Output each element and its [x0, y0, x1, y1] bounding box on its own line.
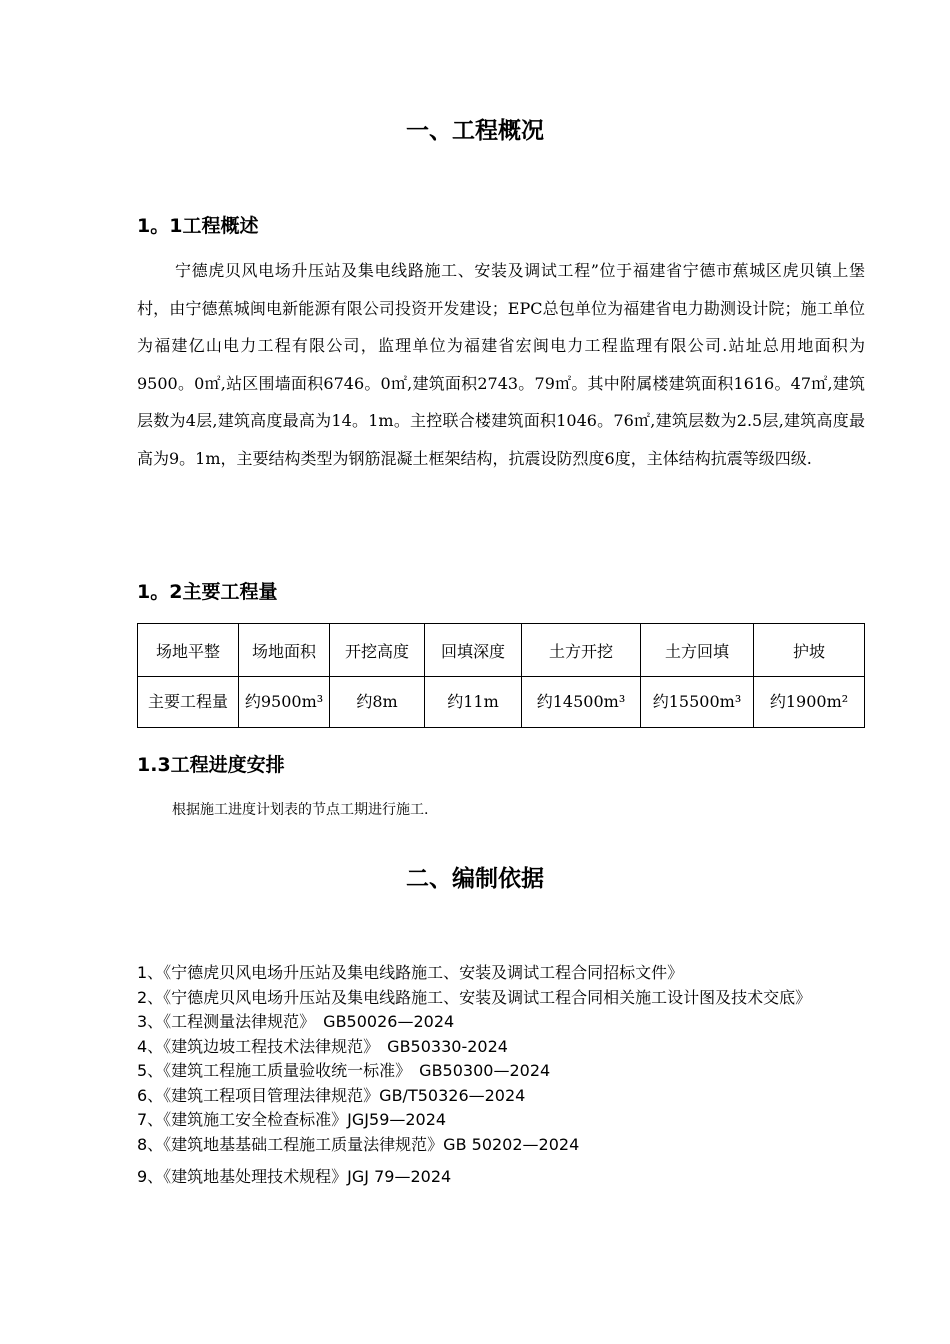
table-cell: 约14500m³ — [522, 677, 641, 728]
section-title-basis: 二、编制依据 — [406, 866, 544, 892]
table-header-cell: 场地平整 — [138, 624, 239, 677]
section-title-overview: 一、工程概况 — [406, 118, 544, 144]
list-item: 3、《工程测量法律规范》 GB50026—2024 — [137, 1012, 455, 1031]
overview-paragraph — [137, 252, 865, 477]
list-item: 1、《宁德虎贝风电场升压站及集电线路施工、安装及调试工程合同招标文件》 — [137, 963, 684, 982]
heading-1-3: 1.3工程进度安排 — [137, 754, 285, 776]
table-cell: 约8m — [330, 677, 425, 728]
table-header-cell: 护坡 — [754, 624, 865, 677]
table-header-cell: 土方开挖 — [522, 624, 641, 677]
table-header-cell: 回填深度 — [425, 624, 522, 677]
schedule-note: 根据施工进度计划表的节点工期进行施工. — [172, 802, 429, 818]
table-header-cell: 土方回填 — [641, 624, 754, 677]
table-header-row — [138, 624, 865, 677]
table-header-cell: 开挖高度 — [330, 624, 425, 677]
table-cell: 约9500m³ — [239, 677, 330, 728]
list-item: 4、《建筑边坡工程技术法律规范》 GB50330-2024 — [137, 1036, 508, 1056]
heading-1-1: 1。1工程概述 — [137, 215, 259, 237]
list-item: 9、《建筑地基处理技术规程》JGJ 79—2024 — [137, 1167, 452, 1186]
table-cell: 约1900m² — [754, 677, 865, 728]
table-row — [138, 677, 865, 728]
table-cell: 约11m — [425, 677, 522, 728]
table-cell: 约15500m³ — [641, 677, 754, 728]
list-item: 6、《建筑工程项目管理法律规范》GB/T50326—2024 — [137, 1085, 526, 1105]
heading-1-2: 1。2主要工程量 — [137, 581, 278, 603]
list-item: 5、《建筑工程施工质量验收统一标准》 GB50300—2024 — [137, 1061, 551, 1080]
list-item: 7、《建筑施工安全检查标准》JGJ59—2024 — [137, 1110, 447, 1129]
list-item: 8、《建筑地基基础工程施工质量法律规范》GB 50202—2024 — [137, 1134, 580, 1154]
table-row-label: 主要工程量 — [138, 677, 239, 728]
table-header-cell: 场地面积 — [239, 624, 330, 677]
quantities-table — [137, 623, 865, 728]
reference-list — [137, 961, 867, 1190]
overview-text: 宁德虎贝风电场升压站及集电线路施工、安装及调试工程”位于福建省宁德市蕉城区虎贝镇上堡村，由宁德蕉城闽电新能源有限公司投资开发建设；EPC总包单位为福建省电力勘测设计院；施工单位为福建亿山电力工程有限公司，监理单位为福建省宏闽电力工程监理有限公司.站址总用地面积为9500。0㎡,站区围墙面积6746。0㎡,建筑面积2743。79㎡。其中附属楼建筑面积1616。47㎡,建筑层数为4层,建筑高度最高为14。1m。主控联合楼建筑面积1046。76㎡,建筑层数为2.5层,建筑高度最高为9。1m，主要结构类型为钢筋混凝土框架结构，抗震设防烈度6度，主体结构抗震等级四级. — [137, 261, 865, 468]
list-item: 2、《宁德虎贝风电场升压站及集电线路施工、安装及调试工程合同相关施工设计图及技术交底》 — [137, 987, 812, 1007]
